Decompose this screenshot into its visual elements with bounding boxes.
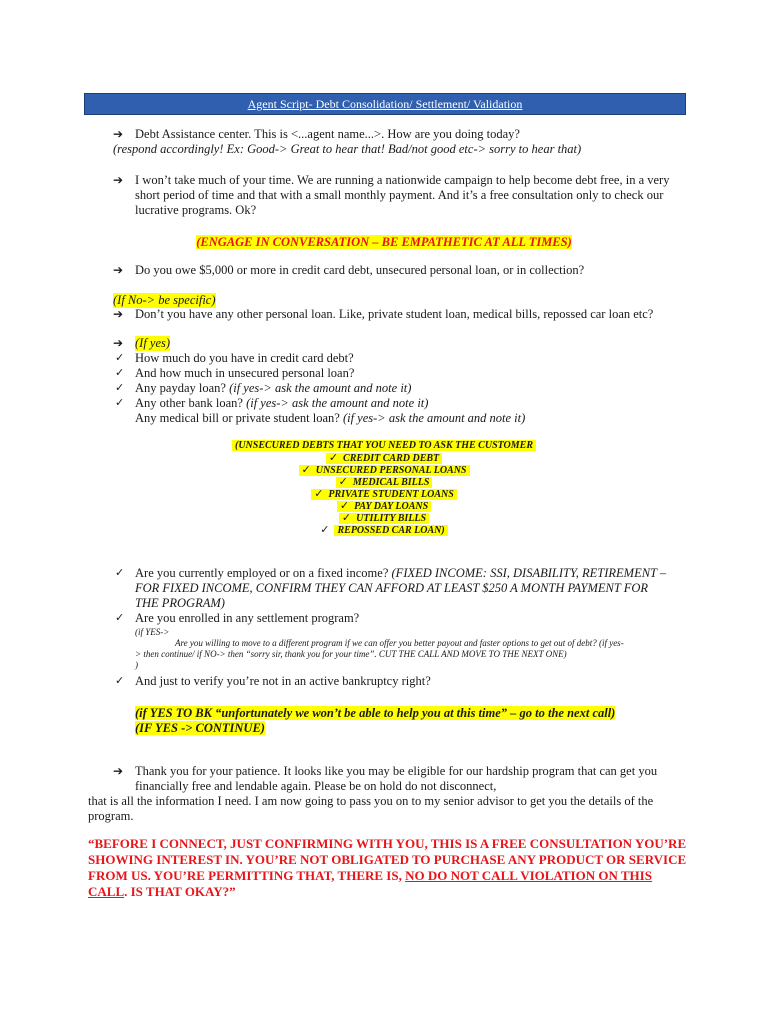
bankruptcy-instruction-2: (IF YES -> CONTINUE) [135,721,265,735]
script-title: Agent Script- Debt Consolidation/ Settlement/ Validation [247,97,523,111]
check-medical-text: Any medical bill or private student loan? [135,411,343,425]
check-payday-text: Any payday loan? [135,381,230,395]
fixed-income-note-2: FOR FIXED INCOME, CONFIRM THEY CAN AFFORD AT LEAST $250 A MONTH PAYMENT FOR [135,581,648,595]
unsecured-heading: (UNSECURED DEBTS THAT YOU NEED TO ASK THE CUSTOMER [232,440,536,451]
arrow-icon: ➔ [113,307,124,321]
unsecured-item: REPOSSED CAR LOAN) [334,525,447,536]
checkmark-icon: ✓ [115,611,125,624]
employment-question [135,566,666,581]
arrow-icon: ➔ [113,263,124,277]
intro-line-2: short period of time and that with a small monthly payment. And it’s a free consultation only to check our [135,188,664,202]
checkmark-icon: ✓ [320,523,330,536]
checkmark-icon: ✓ [115,366,125,379]
check-bank-text: Any other bank loan? [135,396,247,410]
unsecured-item: MEDICAL BILLS [352,477,430,488]
disclaimer-text: FROM US. YOU’RE PERMITTING THAT, THERE IS, [88,868,406,883]
checkmark-icon: ✓ [328,451,339,464]
script-title-banner [84,93,686,115]
check-payday-loan [135,381,411,396]
disclaimer-line-2: SHOWING INTEREST IN. YOU’RE NOT OBLIGATED TO PURCHASE ANY PRODUCT OR SERVICE [88,852,687,867]
unsecured-item: UNSECURED PERSONAL LOANS [315,465,467,476]
closing-line-4: program. [88,809,134,823]
arrow-icon: ➔ [113,336,124,350]
check-bank-note: (if yes-> ask the amount and note it) [246,396,429,410]
if-no-instruction: (If No-> be specific) [113,293,216,307]
disclaimer-line-1: “BEFORE I CONNECT, JUST CONFIRMING WITH YOU, THIS IS A FREE CONSULTATION YOU’RE [88,836,687,851]
check-payday-note: (if yes-> ask the amount and note it) [229,381,412,395]
disclaimer-line-4 [88,884,236,900]
dnc-violation-text: NO DO NOT CALL VIOLATION ON THIS [405,868,652,883]
greeting-response: (respond accordingly! Ex: Good-> Great to hear that! Bad/not good etc-> sorry to hear that) [113,142,582,156]
checkmark-icon: ✓ [115,351,125,364]
arrow-icon: ➔ [113,764,124,778]
closing-line-3: that is all the information I need. I am now going to pass you on to my senior advisor to get you the details of the [88,794,654,808]
intro-line-1: I won’t take much of your time. We are running a nationwide campaign to help become debt free, in a very [135,173,670,187]
settlement-line-1: Are you willing to move to a different program if we can offer you better payout and faster options to get out of debt? (if yes- [175,638,624,648]
arrow-icon: ➔ [113,173,124,187]
unsecured-item: PRIVATE STUDENT LOANS [328,489,454,500]
bankruptcy-question: And just to verify you’re not in an active bankruptcy right? [135,674,431,688]
arrow-icon: ➔ [113,127,124,141]
disclaimer-question: . IS THAT OKAY?” [124,884,236,899]
intro-line-3: lucrative programs. Ok? [135,203,257,217]
fixed-income-note: (FIXED INCOME: SSI, DISABILITY, RETIREMENT – [391,566,667,580]
checkmark-icon: ✓ [115,396,125,409]
question-other-loans: Don’t you have any other personal loan. Like, private student loan, medical bills, repossed car loan etc? [135,307,654,321]
unsecured-item: CREDIT CARD DEBT [343,453,440,464]
engage-instruction: (ENGAGE IN CONVERSATION – BE EMPATHETIC AT ALL TIMES) [196,235,572,249]
unsecured-item: UTILITY BILLS [356,513,427,524]
question-owe: Do you owe $5,000 or more in credit card debt, unsecured personal loan, or in collection? [135,263,585,277]
dnc-call-text: CALL [88,884,125,899]
unsecured-item: PAY DAY LOANS [354,501,429,512]
checkmark-icon: ✓ [338,475,348,488]
settlement-if-yes: (if YES-> [135,627,170,637]
closing-line-2: financially free and lendable again. Please be on hold do not disconnect, [135,779,497,793]
bankruptcy-instruction-1: (if YES TO BK “unfortunately we won’t be able to help you at this time” – go to the next call) [135,706,616,720]
checkmark-icon: ✓ [115,381,125,394]
settlement-question: Are you enrolled in any settlement program? [135,611,360,625]
checkmark-icon: ✓ [339,499,350,512]
checkmark-icon: ✓ [314,487,324,500]
closing-line-1: Thank you for your patience. It looks like you may be eligible for our hardship program that can get you [135,764,658,778]
checkmark-icon: ✓ [115,566,125,579]
settlement-line-2: > then continue/ if NO-> then “sorry sir, thank you for your time”. CUT THE CALL AND MOVE TO THE NEXT ONE) [135,649,567,659]
check-personal-loan: And how much in unsecured personal loan? [135,366,355,380]
greeting-line: Debt Assistance center. This is <...agent name...>. How are you doing today? [135,127,520,141]
settlement-line-3: ) [135,660,138,670]
if-yes-instruction: (If yes) [135,336,171,350]
check-medical-bill [135,411,525,426]
checkmark-icon: ✓ [301,463,311,476]
unsecured-debts-list [0,440,768,536]
check-bank-loan [135,396,428,411]
employment-text: Are you currently employed or on a fixed income? [135,566,392,580]
disclaimer-line-3 [88,868,652,884]
check-medical-note: (if yes-> ask the amount and note it) [342,411,526,425]
fixed-income-note-3: THE PROGRAM) [135,596,225,610]
check-credit-card: How much do you have in credit card debt? [135,351,354,365]
checkmark-icon: ✓ [115,674,125,687]
checkmark-icon: ✓ [341,511,352,524]
